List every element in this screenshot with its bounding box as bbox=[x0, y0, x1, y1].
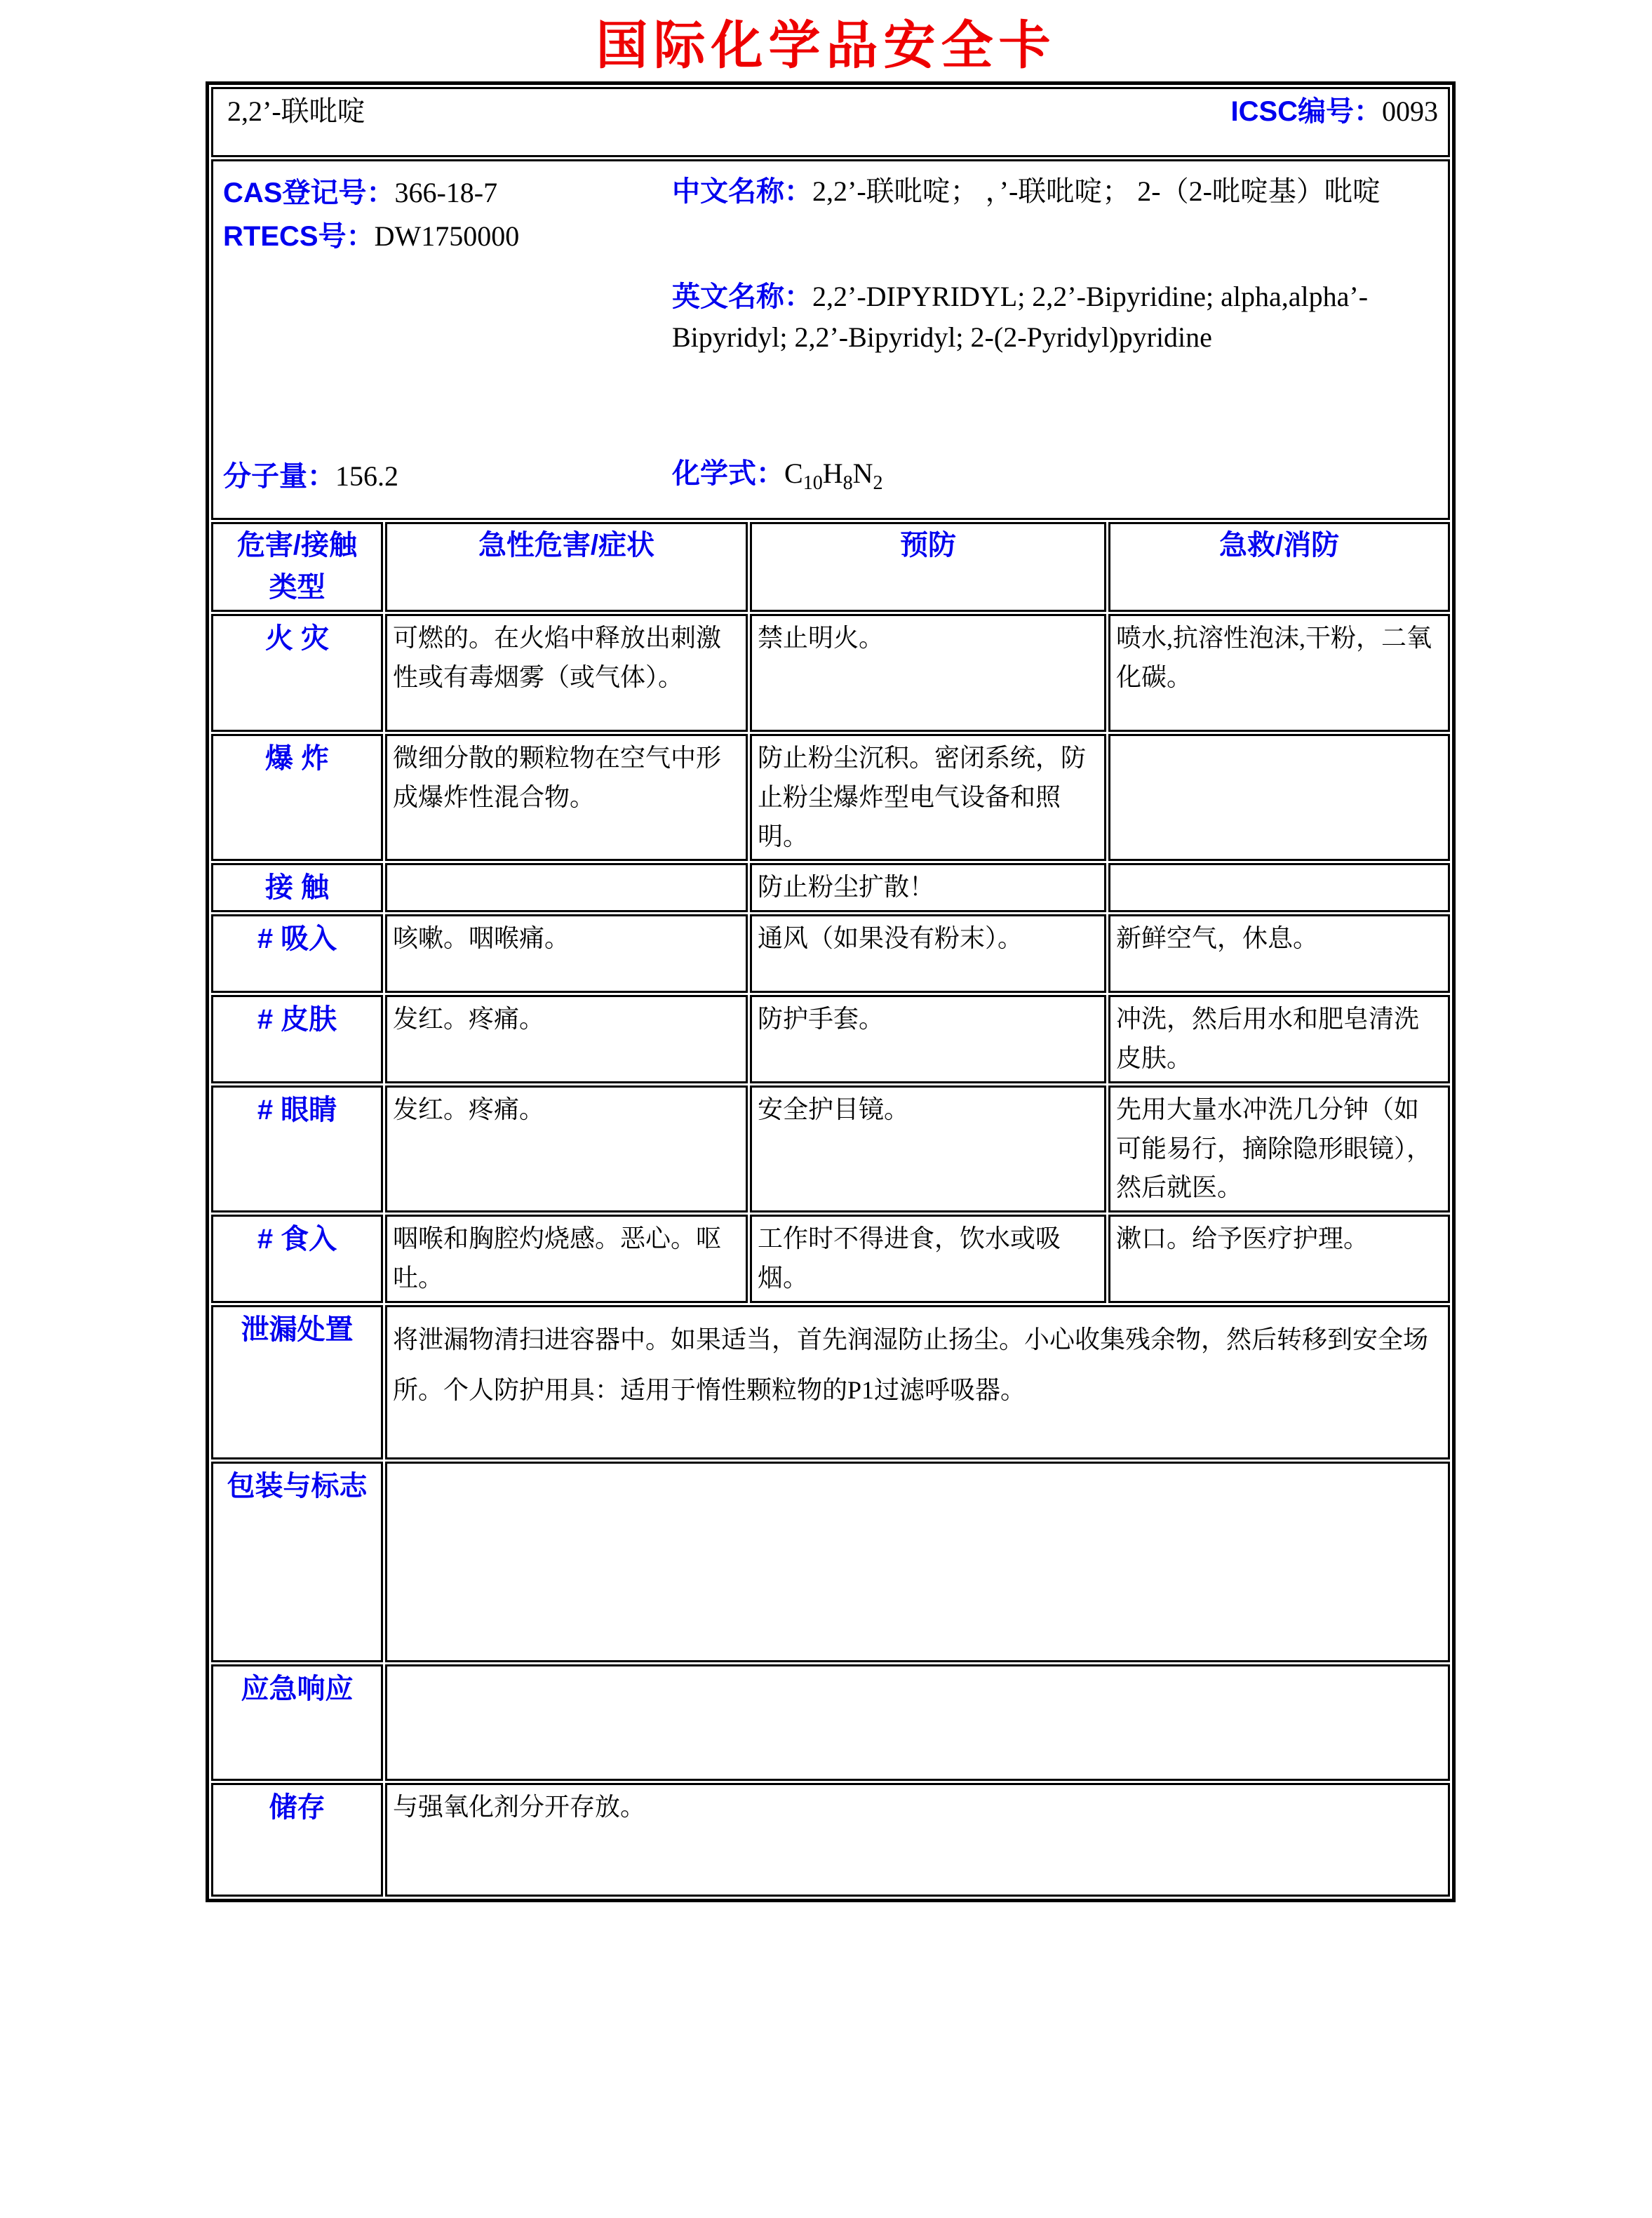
hazard-row-fire bbox=[211, 614, 1450, 732]
row-label-skin: # 皮肤 bbox=[211, 995, 383, 1083]
ingestion-symptoms-cell: 咽喉和胸腔灼烧感。恶心。呕吐。 bbox=[385, 1215, 748, 1303]
name-row bbox=[211, 87, 1450, 157]
chinese-name-value: 2,2’-联吡啶； ，’-联吡啶； 2-（2-吡啶基）吡啶 bbox=[812, 175, 1381, 207]
identity-layout bbox=[213, 161, 1448, 511]
hazard-header-row bbox=[211, 522, 1450, 612]
section-row-emergency-response bbox=[211, 1664, 1450, 1781]
row-label-contact: 接 触 bbox=[211, 863, 383, 912]
chinese-name-label: 中文名称： bbox=[672, 176, 812, 207]
packaging-labelling-content bbox=[385, 1462, 1450, 1662]
hazard-row-eyes bbox=[211, 1085, 1450, 1212]
molecular-weight-label: 分子量： bbox=[223, 461, 335, 492]
ingestion-response-cell: 漱口。给予医疗护理。 bbox=[1108, 1215, 1450, 1303]
explosion-symptoms-cell: 微细分散的颗粒物在空气中形成爆炸性混合物。 bbox=[385, 734, 748, 861]
eyes-symptoms-cell: 发红。疼痛。 bbox=[385, 1085, 748, 1212]
contact-response-cell bbox=[1108, 863, 1450, 912]
explosion-response-cell bbox=[1108, 734, 1450, 861]
fire-prevention-cell: 禁止明火。 bbox=[750, 614, 1106, 732]
english-name-label: 英文名称： bbox=[672, 281, 812, 312]
section-row-storage bbox=[211, 1783, 1450, 1897]
chemical-formula: $C_{10}H_8N_2$ bbox=[784, 457, 883, 495]
eyes-response-cell: 先用大量水冲洗几分钟（如可能易行，摘除隐形眼镜），然后就医。 bbox=[1108, 1085, 1450, 1212]
inhalation-response-cell: 新鲜空气，休息。 bbox=[1108, 914, 1450, 993]
name-bar bbox=[213, 89, 1448, 129]
contact-prevention-cell: 防止粉尘扩散！ bbox=[750, 863, 1106, 912]
contact-symptoms-cell bbox=[385, 863, 748, 912]
hazard-row-inhalation bbox=[211, 914, 1450, 993]
icsc-number: 0093 bbox=[1382, 95, 1439, 127]
skin-response-cell: 冲洗，然后用水和肥皂清洗皮肤。 bbox=[1108, 995, 1450, 1083]
identity-cell bbox=[211, 159, 1450, 520]
formula-line bbox=[672, 453, 1437, 498]
skin-symptoms-cell: 发红。疼痛。 bbox=[385, 995, 748, 1083]
fire-symptoms-cell: 可燃的。在火焰中释放出刺激性或有毒烟雾（或气体）。 bbox=[385, 614, 748, 732]
identity-right-column bbox=[672, 171, 1437, 498]
section-label-emergency-response: 应急响应 bbox=[211, 1664, 383, 1781]
row-label-eyes: # 眼睛 bbox=[211, 1085, 383, 1212]
page-title: 国际化学品安全卡 bbox=[596, 18, 1056, 75]
section-row-packaging-labelling bbox=[211, 1462, 1450, 1662]
icsc-label: ICSC编号： bbox=[1230, 96, 1383, 127]
icsc-number-group bbox=[1230, 89, 1438, 129]
row-label-inhalation: # 吸入 bbox=[211, 914, 383, 993]
formula-label: 化学式： bbox=[672, 458, 784, 490]
hazard-row-skin bbox=[211, 995, 1450, 1083]
cas-line bbox=[223, 171, 672, 215]
cas-label: CAS登记号： bbox=[223, 178, 395, 208]
identity-row bbox=[211, 159, 1450, 520]
eyes-prevention-cell: 安全护目镜。 bbox=[750, 1085, 1106, 1212]
section-label-packaging-labelling: 包装与标志 bbox=[211, 1462, 383, 1662]
inhalation-symptoms-cell: 咳嗽。咽喉痛。 bbox=[385, 914, 748, 993]
fire-response-cell: 喷水,抗溶性泡沫,干粉，二氧化碳。 bbox=[1108, 614, 1450, 732]
rtecs-line bbox=[223, 215, 672, 258]
header-first-aid: 急救/消防 bbox=[1108, 522, 1450, 612]
explosion-prevention-cell: 防止粉尘沉积。密闭系统，防止粉尘爆炸型电气设备和照明。 bbox=[750, 734, 1106, 861]
storage-content: 与强氧化剂分开存放。 bbox=[385, 1783, 1450, 1897]
chinese-name-line bbox=[672, 171, 1437, 212]
chemical-name: 2,2’-联吡啶 bbox=[227, 95, 365, 127]
emergency-response-content bbox=[385, 1664, 1450, 1781]
section-row-spill-disposal bbox=[211, 1305, 1450, 1459]
skin-prevention-cell: 防护手套。 bbox=[750, 995, 1106, 1083]
hazard-row-contact bbox=[211, 863, 1450, 912]
row-label-ingestion: # 食入 bbox=[211, 1215, 383, 1303]
english-name-line bbox=[672, 276, 1437, 358]
header-prevention: 预防 bbox=[750, 522, 1106, 612]
header-acute-symptoms: 急性危害/症状 bbox=[385, 522, 748, 612]
row-label-explosion: 爆 炸 bbox=[211, 734, 383, 861]
spill-disposal-content: 将泄漏物清扫进容器中。如果适当，首先润湿防止扬尘。小心收集残余物，然后转移到安全场所。个人防护用具：适用于惰性颗粒物的P1过滤呼吸器。 bbox=[385, 1305, 1450, 1459]
name-cell bbox=[211, 87, 1450, 157]
english-name-value: 2,2’-DIPYRIDYL; 2,2’-Bipyridine; alpha,alpha’-Bipyridyl; 2,2’-Bipyridyl; 2-(2-Pyridyl)pyridine bbox=[672, 281, 1369, 353]
icsc-card-table bbox=[206, 81, 1456, 1902]
hazard-row-ingestion bbox=[211, 1215, 1450, 1303]
molecular-weight-line bbox=[223, 455, 672, 498]
identity-left-column bbox=[223, 171, 672, 498]
section-label-storage: 储存 bbox=[211, 1783, 383, 1897]
hazard-row-explosion bbox=[211, 734, 1450, 861]
rtecs-label: RTECS号： bbox=[223, 221, 375, 252]
row-label-fire: 火 灾 bbox=[211, 614, 383, 732]
molecular-weight-value: 156.2 bbox=[335, 460, 398, 492]
ingestion-prevention-cell: 工作时不得进食，饮水或吸烟。 bbox=[750, 1215, 1106, 1303]
inhalation-prevention-cell: 通风（如果没有粉末）。 bbox=[750, 914, 1106, 993]
header-hazard-type: 危害/接触 类型 bbox=[211, 522, 383, 612]
cas-value: 366-18-7 bbox=[394, 177, 498, 208]
rtecs-value: DW1750000 bbox=[374, 220, 520, 252]
section-label-spill-disposal: 泄漏处置 bbox=[211, 1305, 383, 1459]
